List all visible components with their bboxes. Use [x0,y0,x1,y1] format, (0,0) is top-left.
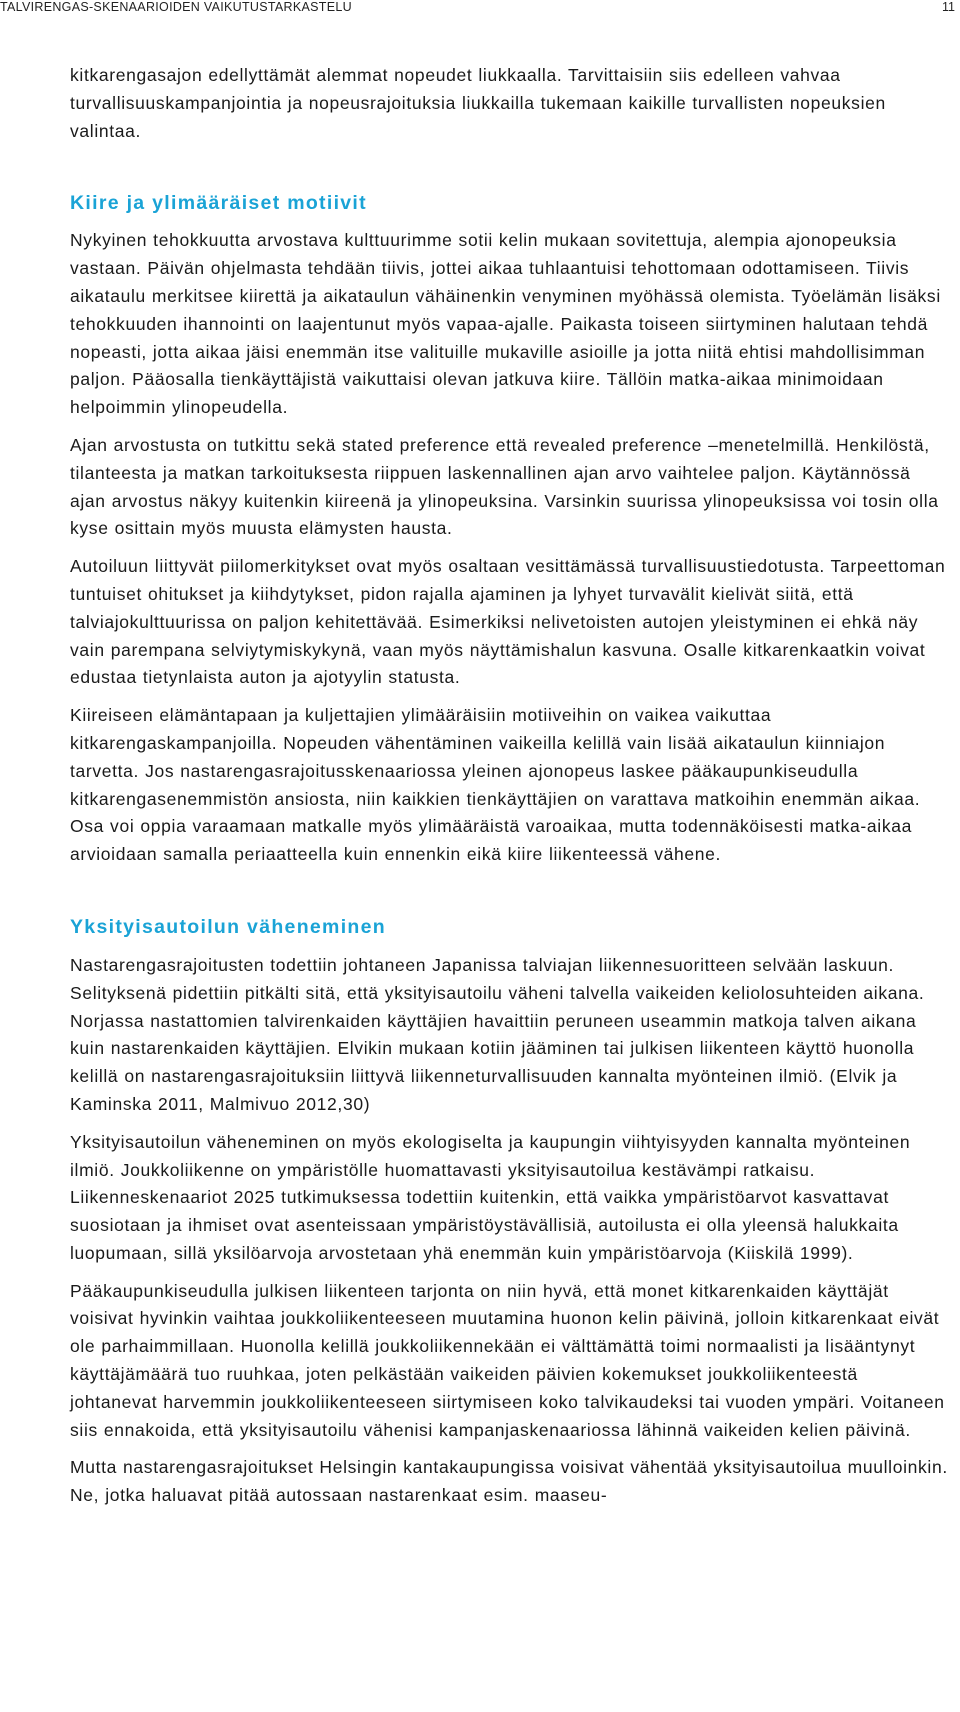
body-paragraph: Yksityisautoilun väheneminen on myös ekologiselta ja kaupungin viihtyisyyden kannalta myönteinen ilmiö. Joukkoliikenne on ympäristölle huomattavasti yksityisautoilua kestävämpi ratkaisu. Liikenneskenaariot 2025 tutkimuksessa todettiin kuitenkin, että vaikka ympäristöarvot kasvattavat suosiotaan ja ihmiset ovat asenteissaan ympäristöystävällisiä, autoilusta ei olla yleensä halukkaita luopumaan, sillä yksilöarvoja arvostetaan yhä enemmän kuin ympäristöarvoja (Kiiskilä 1999). [70,1131,911,1263]
body-paragraph: Autoiluun liittyvät piilomerkitykset ovat myös osaltaan vesittämässä turvallisuustiedotusta. Tarpeettoman tuntuiset ohitukset ja kiihdytykset, pidon rajalla ajaminen ja lyhyet turvavälit kielivät siitä, että talviajokulttuurissa on paljon kehitettävää. Esimerkiksi nelivetoisten autojen yleistyminen ei ehkä näy vain parempana selviytymiskykynä, vaan myös näyttämishalun kasvuna. Osalle kitkarenkaatkin voivat edustaa tietynlaista auton ja ajotyylin statusta. [70,556,946,688]
page-body [70,62,948,1520]
page-number: 11 [942,0,955,14]
section-heading-yksityisautoilu: Yksityisautoilun väheneminen [70,915,386,938]
body-paragraph: Nykyinen tehokkuutta arvostava kulttuurimme sotii kelin mukaan sovitettuja, alempia ajonopeuksia vastaan. Päivän ohjelmasta tehdään tiivis, jottei aikaa tuhlaantuisi tehottomaan odottamiseen. Tiivis aikataulu merkitsee kiirettä ja aikataulun vähäinenkin venyminen myöhässä olemista. Työelämän lisäksi tehokkuuden ihannointi on laajentunut myös vapaa-ajalle. Paikasta toiseen siirtyminen halutaan tehdä nopeasti, jotta aikaa jäisi enemmän itse valituille mukaville asioille ja jotta niitä ehtisi mahdollisimman paljon. Pääosalla tienkäyttäjistä vaikuttaisi olevan jatkuva kiire. Tällöin matka-aikaa minimoidaan helpoimmin ylinopeudella. [70,230,941,418]
body-paragraph: Pääkaupunkiseudulla julkisen liikenteen tarjonta on niin hyvä, että monet kitkarenkaiden käyttäjät voisivat hyvinkin vaihtaa joukkoliikenteeseen muutamina huonon kelin päivinä, jolloin kitkarenkaat eivät ole parhaimmillaan. Huonolla kelillä joukkoliikennekään ei välttämättä toimi normaalisti ja lisääntynyt käyttäjämäärä tuo ruuhkaa, joten pelkästään vaikeiden päivien kokemukset joukkoliikenteestä johtanevat harvemmin joukkoliikenteeseen siirtymiseen koko talvikaudeksi tai vuoden ympäri. Voitaneen siis ennakoida, että yksityisautoilu vähenisi kampanjaskenaariossa lähinnä vaikeiden kelien päivinä. [70,1280,945,1440]
page-header [0,0,960,17]
intro-paragraph: kitkarengasajon edellyttämät alemmat nopeudet liukkaalla. Tarvittaisiin siis edelleen vahvaa turvallisuuskampanjointia ja nopeusrajoituksia liukkailla tukemaan kaikille turvallisten nopeuksien valintaa. [70,65,886,141]
body-paragraph: Ajan arvostusta on tutkittu sekä stated preference että revealed preference –menetelmillä. Henkilöstä, tilanteesta ja matkan tarkoituksesta riippuen laskennallinen ajan arvo vaihtelee paljon. Käytännössä ajan arvostus näkyy kuitenkin kiireenä ja ylinopeuksina. Varsinkin suurissa ylinopeuksissa voi tosin olla kyse osittain myös muusta elämysten hausta. [70,434,939,539]
body-paragraph: Nastarengasrajoitusten todettiin johtaneen Japanissa talviajan liikennesuoritteen selvään laskuun. Selityksenä pidettiin pitkälti sitä, että yksityisautoilu väheni talvella vaikeiden keliolosuhteiden aikana. Norjassa nastattomien talvirenkaiden käyttäjien havaittiin peruneen useammin matkoja talven aikana kuin nastarenkaiden käyttäjien. Elvikin mukaan kotiin jääminen tai julkisen liikenteen käyttö huonolla kelillä on nastarengasrajoituksiin liittyvä liikenneturvallisuuden kannalta myönteinen ilmiö. (Elvik ja Kaminska 2011, Malmivuo 2012,30) [70,954,925,1114]
body-paragraph: Kiireiseen elämäntapaan ja kuljettajien ylimääräisiin motiiveihin on vaikea vaikuttaa kitkarengaskampanjoilla. Nopeuden vähentäminen vaikeilla kelillä vain lisää aikataulun kiinniajon tarvetta. Jos nastarengasrajoitusskenaariossa yleinen ajonopeus laskee pääkaupunkiseudulla kitkarengasenemmistön ansiosta, niin kaikkien tienkäyttäjien on varattava matkoihin enemmän aikaa. Osa voi oppia varaamaan matkalle myös ylimääräistä varoaikaa, mutta todennäköisesti matka-aikaa arvioidaan samalla periaatteella kuin ennenkin eikä kiire liikenteessä vähene. [70,705,921,865]
running-header-title: TALVIRENGAS-SKENAARIOIDEN VAIKUTUSTARKASTELU [0,0,352,14]
section-heading-kiire: Kiire ja ylimääräiset motiivit [70,192,367,215]
body-paragraph: Mutta nastarengasrajoitukset Helsingin kantakaupungissa voisivat vähentää yksityisautoilua muulloinkin. Ne, jotka haluavat pitää autossaan nastarenkaat esim. maaseu- [70,1457,948,1506]
